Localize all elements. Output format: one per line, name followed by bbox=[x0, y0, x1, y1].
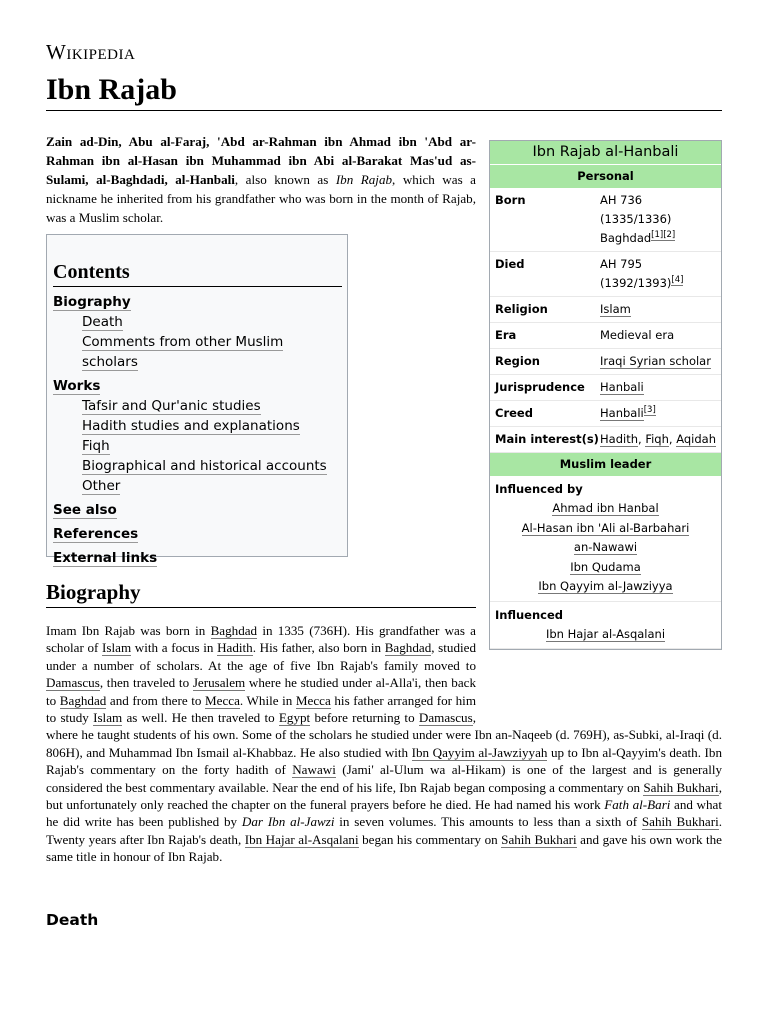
infobox-row-jurisprudence: Jurisprudence Hanbali bbox=[490, 375, 721, 401]
creed-link[interactable]: Hanbali bbox=[600, 406, 644, 420]
infobox-row-interests: Main interest(s) Hadith, Fiqh, Aqidah bbox=[490, 427, 721, 453]
influenced-by-label: Influenced by bbox=[495, 482, 583, 496]
region-link[interactable]: Iraqi Syrian scholar bbox=[600, 354, 711, 368]
inline-link[interactable]: Baghdad bbox=[59, 692, 107, 708]
toc-item[interactable]: References bbox=[53, 526, 139, 542]
section-heading-biography: Biography bbox=[46, 578, 476, 608]
infobox-row-creed: Creed Hanbali[3] bbox=[490, 401, 721, 427]
religion-link[interactable]: Islam bbox=[600, 302, 631, 316]
toc-item[interactable]: Hadith studies and explanations bbox=[82, 418, 300, 434]
interest-link[interactable]: Fiqh bbox=[645, 432, 669, 446]
inline-link[interactable]: Baghdad bbox=[384, 640, 432, 656]
lead-name: Zain ad-Din, Abu al-Faraj, 'Abd ar-Rahman ibn Ahmad ibn 'Abd ar-Rahman ibn al-Hasan ibn Muhammad ibn Abi al-Barakat Mas'ud as-Sulami, al-Baghdadi, al-Hanbali bbox=[46, 134, 476, 187]
person-link[interactable]: an-Nawawi bbox=[573, 540, 638, 554]
influenced-list bbox=[490, 625, 721, 650]
toc-item[interactable]: Biographical and historical accounts bbox=[82, 458, 327, 474]
infobox-row-born: Born AH 736 (1335/1336) Baghdad[1][2] bbox=[490, 188, 721, 252]
jurisprudence-link[interactable]: Hanbali bbox=[600, 380, 644, 394]
inline-link[interactable]: Ibn Hajar al-Asqalani bbox=[244, 831, 359, 847]
lead-paragraph: Zain ad-Din, Abu al-Faraj, 'Abd ar-Rahman ibn Ahmad ibn 'Abd ar-Rahman ibn al-Hasan ibn Muhammad ibn Abi al-Barakat Mas'ud as-Sulami, al-Baghdadi, al-Hanbali, also known as Ibn Rajab, which was a nickname he inherited from his grandfather who was born in the month of Rajab, was a Muslim scholar. bbox=[46, 134, 476, 225]
toc-item[interactable]: Works bbox=[53, 378, 101, 394]
table-of-contents bbox=[46, 234, 348, 566]
toc-item[interactable]: Tafsir and Qur'anic studies bbox=[82, 398, 261, 414]
inline-link[interactable]: Jerusalem bbox=[192, 675, 246, 691]
inline-link[interactable]: Egypt bbox=[278, 710, 311, 726]
infobox-title: Ibn Rajab al-Hanbali bbox=[490, 141, 721, 165]
toc-item[interactable]: Death bbox=[82, 314, 123, 330]
person-link[interactable]: Al-Hasan ibn 'Ali al-Barbahari bbox=[521, 520, 690, 535]
infobox bbox=[489, 140, 722, 650]
inline-link[interactable]: Islam bbox=[93, 710, 123, 726]
infobox-section-leader: Muslim leader bbox=[490, 453, 721, 476]
infobox-row-era: Era Medieval era bbox=[490, 323, 721, 349]
inline-link[interactable]: Sahih Bukhari bbox=[643, 779, 719, 795]
interest-link[interactable]: Hadith bbox=[600, 432, 638, 446]
person-link[interactable]: Ahmad ibn Hanbal bbox=[552, 501, 659, 515]
interest-link[interactable]: Aqidah bbox=[676, 432, 716, 446]
toc-item[interactable]: Other bbox=[82, 478, 121, 494]
inline-link[interactable]: Ibn Qayyim al-Jawziyyah bbox=[411, 744, 548, 760]
biography-paragraph: Imam Ibn Rajab was born in Baghdad in 1335 (736H). His grandfather was a scholar of Islam with a focus in Hadith. His father, also born in Baghdad, studied under a number of scholars. At the age of five Ibn Rajab's family moved to Damascus, then traveled to Jerusalem where he studied under al-Alla'i, then back to Baghdad and from there to Mecca. While in Mecca his father arranged for him to study Islam as well. He then traveled to Egypt before returning to Damascus, where he taught students of his own. Some of the scholars he studied under were Ibn an-Naqeeb (d. 769H), as-Subki, al-Iraqi (d. 806H), and Muhammad Ibn Ismail al-Khabbaz. He also studied with Ibn Qayyim al-Jawziyyah up to Ibn al-Qayyim's death. Ibn Rajab's commentary on the forty hadith of Nawawi (Jami' al-Ulum wa al-Hikam) is one of the largest and is generally considered the best commentary available. Near the end of his life, Ibn Rajab began composing a commentary on Sahih Bukhari, but unfortunately only reached the chapter on the funeral prayers before he died. He had named his work Fath al-Bari and what he did write has been published by Dar Ibn al-Jawzi in seven volumes. This amounts to less than a sixth of Sahih Bukhari. Twenty years after Ibn Rajab's death, Ibn Hajar al-Asqalani began his commentary on Sahih Bukhari and gave his own work the same title in honour of Ibn Rajab. bbox=[46, 623, 723, 865]
toc-list bbox=[53, 292, 342, 568]
inline-link[interactable]: Damascus bbox=[418, 710, 473, 726]
toc-item[interactable]: See also bbox=[53, 502, 117, 518]
wikipedia-wordmark[interactable]: Wikipedia bbox=[46, 40, 136, 64]
article-page bbox=[46, 38, 723, 929]
inline-link[interactable]: Sahih Bukhari bbox=[501, 831, 577, 847]
infobox-section-personal: Personal bbox=[490, 165, 721, 188]
influenced-by-list bbox=[490, 499, 721, 602]
toc-item[interactable]: Fiqh bbox=[82, 438, 110, 454]
toc-item[interactable]: Biography bbox=[53, 294, 131, 310]
infobox-row-region: Region Iraqi Syrian scholar bbox=[490, 349, 721, 375]
person-link[interactable]: Ibn Hajar al-Asqalani bbox=[545, 626, 666, 641]
infobox-row-religion: Religion Islam bbox=[490, 297, 721, 323]
person-link[interactable]: Ibn Qayyim al-Jawziyya bbox=[538, 579, 673, 593]
inline-link[interactable]: Mecca bbox=[205, 692, 240, 708]
inline-link[interactable]: Nawawi bbox=[292, 762, 336, 778]
section-heading-death: Death bbox=[46, 911, 99, 929]
page-title: Ibn Rajab bbox=[46, 70, 722, 111]
influenced-label: Influenced bbox=[495, 607, 564, 622]
inline-link[interactable]: Baghdad bbox=[210, 623, 258, 638]
inline-link[interactable]: Islam bbox=[102, 640, 132, 656]
inline-link[interactable]: Mecca bbox=[295, 692, 331, 708]
inline-link[interactable]: Damascus bbox=[46, 675, 100, 691]
inline-link[interactable]: Hadith bbox=[217, 640, 253, 656]
infobox-row-died: Died AH 795 (1392/1393)[4] bbox=[490, 252, 721, 297]
person-link[interactable]: Ibn Qudama bbox=[570, 559, 641, 574]
toc-item[interactable]: External links bbox=[53, 550, 158, 566]
toc-item[interactable]: Comments from other Muslim scholars bbox=[82, 334, 284, 370]
toc-title: Contents bbox=[53, 259, 342, 287]
inline-link[interactable]: Sahih Bukhari bbox=[641, 814, 719, 830]
